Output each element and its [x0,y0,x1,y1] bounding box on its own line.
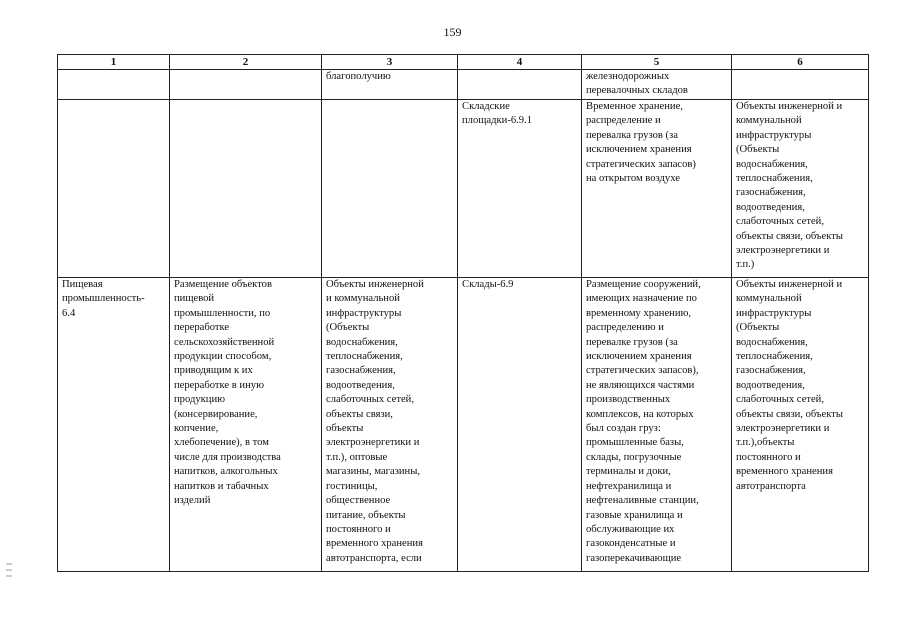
table-cell: Размещение сооружений, имеющих назначение по временному хранению, распределению и перевалке грузов (за исключением хранения стратегических запасов), не являющихся частями производственных комплексов, на которых был создан груз: промышленные базы, склады, погрузочные терминалы и доки, нефтехранилища и нефтеналивные станции, газовые хранилища и обслуживающие их газоконденсатные и газоперекачивающие [582,278,732,572]
table-cell [732,70,869,100]
table-cell [322,100,458,278]
header-cell-2: 2 [170,55,322,70]
table-row [58,278,869,572]
table-cell [58,70,170,100]
table-row [58,100,869,278]
table-cell: Склады-6.9 [458,278,582,572]
margin-scan-mark [6,562,10,583]
header-cell-3: 3 [322,55,458,70]
page-number: 159 [443,25,462,39]
table-cell: Объекты инженерной и коммунальной инфраструктуры (Объекты водоснабжения, теплоснабжения, газоснабжения, водоотведения, слаботочных сетей, объекты связи, объекты электроэнергетики и т.п.) [732,100,869,278]
header-row [58,55,869,70]
table-cell [458,70,582,100]
table-cell [170,70,322,100]
header-cell-4: 4 [458,55,582,70]
table-cell: железнодорожных перевалочных складов [582,70,732,100]
table-cell: Объекты инженерной и коммунальной инфраструктуры (Объекты водоснабжения, теплоснабжения, газоснабжения, водоотведения, слаботочных сетей, объекты связи, объекты электроэнергетики и т.п.), оптовые магазины, магазины, гостиницы, общественное питание, объекты постоянного и временного хранения автотранспорта, если [322,278,458,572]
table-row [58,70,869,100]
table-cell [58,100,170,278]
table-cell: Объекты инженерной и коммунальной инфраструктуры (Объекты водоснабжения, теплоснабжения, газоснабжения, водоотведения, слаботочных сетей, объекты связи, объекты электроэнергетики и т.п.),объекты постоянного и временного хранения автотранспорта [732,278,869,572]
zoning-table [57,54,869,572]
table-cell: Временное хранение, распределение и перевалка грузов (за исключением хранения стратегических запасов) на открытом воздухе [582,100,732,278]
header-cell-6: 6 [732,55,869,70]
header-cell-1: 1 [58,55,170,70]
table-cell: Пищевая промышленность- 6.4 [58,278,170,572]
table-cell: Складские площадки-6.9.1 [458,100,582,278]
table-cell [170,100,322,278]
table-cell: Размещение объектов пищевой промышленности, по переработке сельскохозяйственной продукции способом, приводящим к их переработке в иную продукцию (консервирование, копчение, хлебопечение), в том числе для производства напитков, алкогольных напитков и табачных изделий [170,278,322,572]
header-cell-5: 5 [582,55,732,70]
table-cell: благополучию [322,70,458,100]
